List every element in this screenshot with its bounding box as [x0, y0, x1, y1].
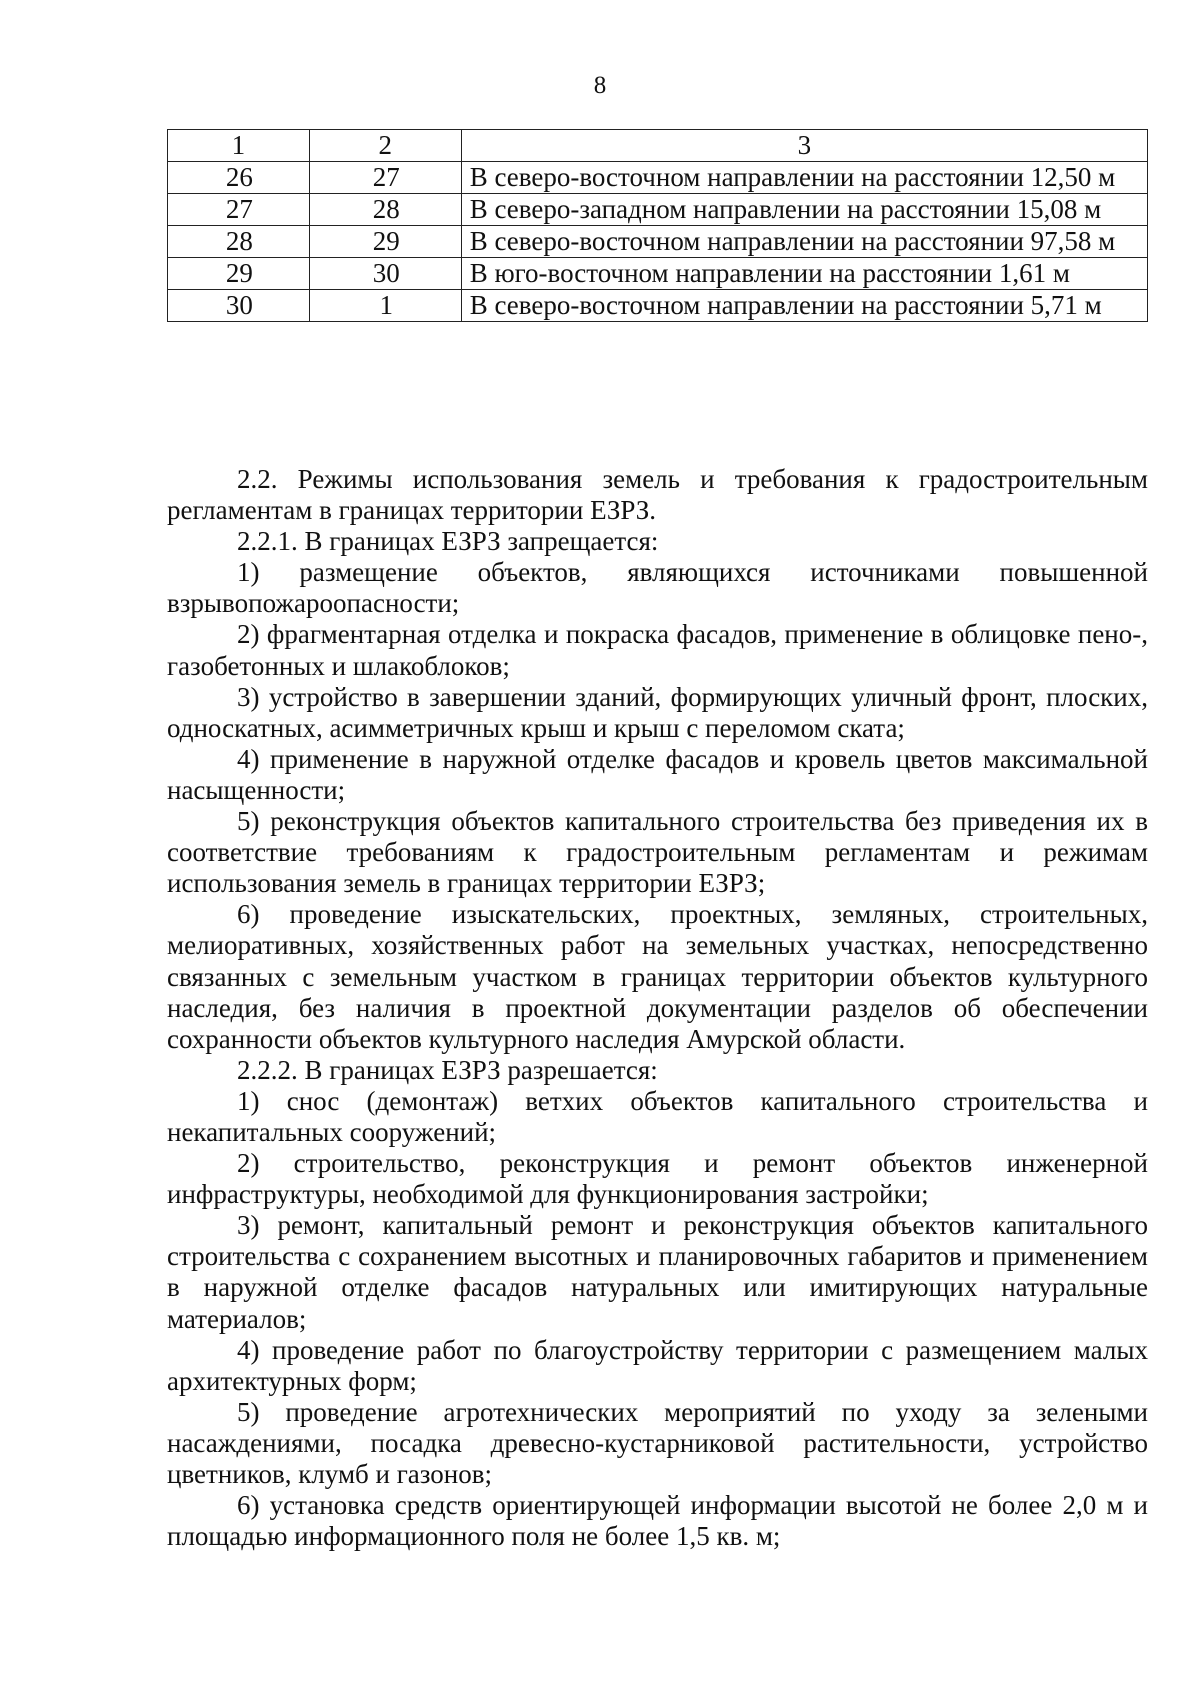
point-to-cell: 1 — [309, 290, 461, 322]
section-heading: 2.2. Режимы использования земель и требования к градостроительным регламентам в границах территории ЕЗРЗ. — [167, 464, 1148, 526]
table-row — [168, 258, 1148, 290]
point-from-cell: 29 — [168, 258, 310, 290]
section-body — [167, 464, 1148, 1552]
permitted-item: 4) проведение работ по благоустройству территории с размещением малых архитектурных форм; — [167, 1334, 1148, 1396]
table-row — [168, 226, 1148, 258]
direction-cell: В юго-восточном направлении на расстоянии 1,61 м — [461, 258, 1147, 290]
prohibited-item: 5) реконструкция объектов капитального строительства без приведения их в соответствие требованиям к градостроительным регламентам и режимам использования земель в границах территории ЕЗРЗ; — [167, 806, 1148, 899]
direction-cell: В северо-восточном направлении на расстоянии 97,58 м — [461, 226, 1147, 258]
table-header-cell: 1 — [168, 130, 310, 162]
page-number: 8 — [593, 72, 607, 99]
direction-cell: В северо-западном направлении на расстоянии 15,08 м — [461, 194, 1147, 226]
table-header-row — [168, 130, 1148, 162]
table-header-cell: 3 — [461, 130, 1147, 162]
permitted-item: 3) ремонт, капитальный ремонт и реконструкция объектов капитального строительства с сохранением высотных и планировочных габаритов и применением в наружной отделке фасадов натуральных или имитирующих натуральные материалов; — [167, 1210, 1148, 1334]
permitted-heading: 2.2.2. В границах ЕЗРЗ разрешается: — [237, 1054, 658, 1085]
prohibited-item: 2) фрагментарная отделка и покраска фасадов, применение в облицовке пено-, газобетонных и шлакоблоков; — [167, 619, 1148, 681]
point-from-cell: 27 — [168, 194, 310, 226]
prohibited-item: 4) применение в наружной отделке фасадов и кровель цветов максимальной насыщенности; — [167, 743, 1148, 805]
permitted-item: 6) установка средств ориентирующей информации высотой не более 2,0 м и площадью информационного поля не более 1,5 кв. м; — [167, 1490, 1148, 1552]
boundary-table — [167, 129, 1148, 322]
permitted-item: 2) строительство, реконструкция и ремонт объектов инженерной инфраструктуры, необходимой для функционирования застройки; — [167, 1148, 1148, 1210]
point-to-cell: 27 — [309, 162, 461, 194]
point-from-cell: 30 — [168, 290, 310, 322]
table-row — [168, 162, 1148, 194]
table-row — [168, 290, 1148, 322]
point-to-cell: 30 — [309, 258, 461, 290]
prohibited-item: 3) устройство в завершении зданий, формирующих уличный фронт, плоских, односкатных, асимметричных крыш и крыш с переломом ската; — [167, 681, 1148, 743]
permitted-item: 1) снос (демонтаж) ветхих объектов капитального строительства и некапитальных сооружений; — [167, 1085, 1148, 1147]
permitted-item: 5) проведение агротехнических мероприятий по уходу за зелеными насаждениями, посадка древесно-кустарниковой растительности, устройство цветников, клумб и газонов; — [167, 1396, 1148, 1489]
point-from-cell: 26 — [168, 162, 310, 194]
point-to-cell: 29 — [309, 226, 461, 258]
prohibited-item: 1) размещение объектов, являющихся источниками повышенной взрывопожароопасности; — [167, 557, 1148, 619]
direction-cell: В северо-восточном направлении на расстоянии 12,50 м — [461, 162, 1147, 194]
table-header-cell: 2 — [309, 130, 461, 162]
prohibited-heading: 2.2.1. В границах ЕЗРЗ запрещается: — [237, 526, 659, 557]
table-row — [168, 194, 1148, 226]
point-from-cell: 28 — [168, 226, 310, 258]
point-to-cell: 28 — [309, 194, 461, 226]
prohibited-item: 6) проведение изыскательских, проектных, земляных, строительных, мелиоративных, хозяйственных работ на земельных участках, непосредственно связанных с земельным участком в границах территории объектов культурного наследия, без наличия в проектной документации разделов об обеспечении сохранности объектов культурного наследия Амурской области. — [167, 899, 1148, 1054]
direction-cell: В северо-восточном направлении на расстоянии 5,71 м — [461, 290, 1147, 322]
